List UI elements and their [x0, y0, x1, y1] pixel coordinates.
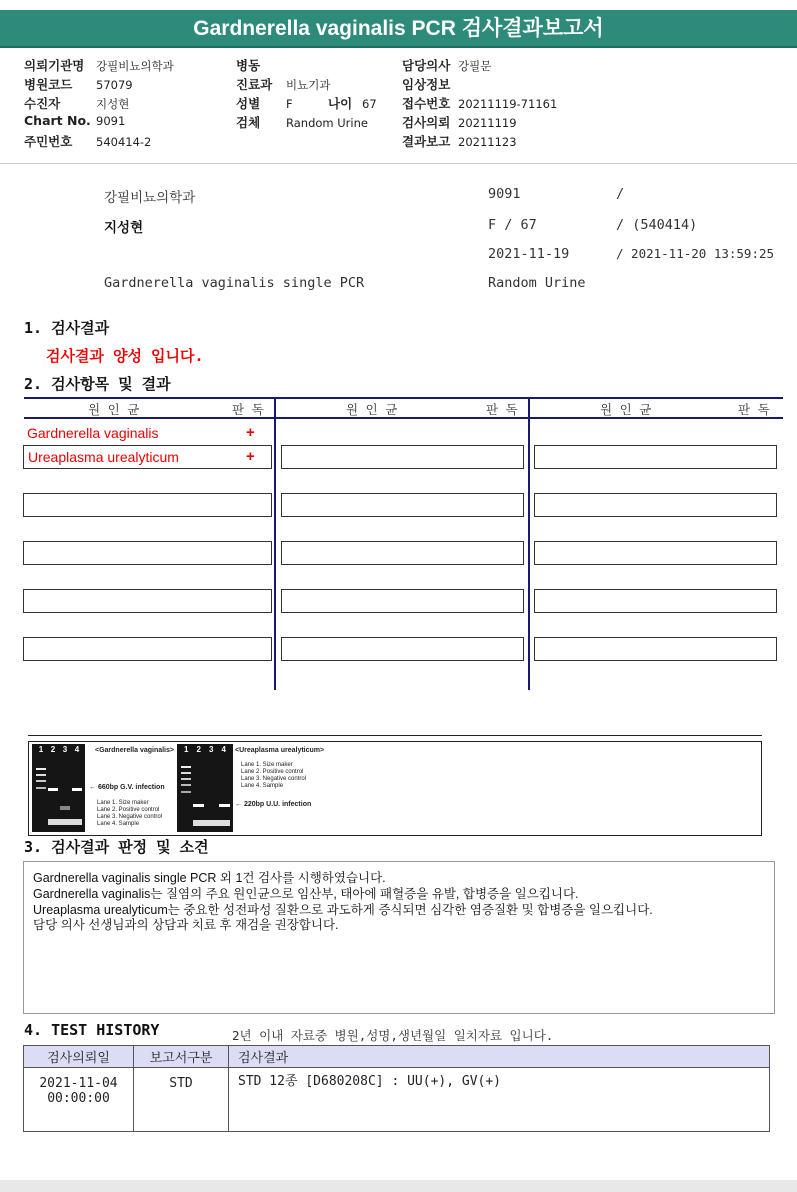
result-cell [281, 445, 524, 469]
gel-left-title: <Gardnerella vaginalis> [95, 747, 174, 754]
section1-heading: 1. 검사결과 [24, 319, 110, 337]
comment-line: Gardnerella vaginalis single PCR 외 1건 검사를 시행하였습니다. [33, 871, 386, 885]
header-key: 병동 [236, 58, 261, 73]
header-value: 20211119-71161 [458, 97, 558, 111]
ladder-band [181, 772, 191, 774]
comment-box [23, 861, 775, 1014]
result-summary: 검사결과 양성 입니다. [46, 347, 204, 365]
col-organism-2: 원 인 균 [346, 402, 398, 417]
ladder-band [36, 768, 46, 770]
header-divider [0, 163, 797, 164]
header-key: 성별 [236, 96, 261, 111]
result-cell [23, 637, 272, 661]
gel-right-legend [241, 762, 306, 790]
patient-slash: / [616, 186, 625, 202]
lane-legend-item: Lane 2. Positive control [241, 769, 304, 775]
lane-legend-item: Lane 1. Size maker [241, 762, 293, 768]
header-value: 57079 [96, 78, 133, 92]
section3-heading: 3. 검사결과 판정 및 소견 [24, 838, 209, 856]
organism-name: Ureaplasma urealyticum [28, 449, 179, 465]
result-cell [534, 589, 777, 613]
history-header-row [24, 1046, 770, 1068]
header-value: 540414-2 [96, 135, 152, 149]
header-value: 강필비뇨의학과 [96, 59, 174, 73]
organism-name: Gardnerella vaginalis [27, 425, 159, 441]
lane-legend-item: Lane 3. Negative control [97, 814, 163, 820]
gel-right-arrow-label: 220bp U.U. infection [243, 801, 312, 808]
header-key: 검체 [236, 115, 261, 130]
gel-left-arrow: ← 660bp G.V. infection [89, 784, 165, 791]
header-col3 [402, 56, 557, 151]
header-key: 수진자 [24, 96, 61, 111]
header-value: 강필문 [458, 59, 492, 73]
history-col-date: 검사의뢰일 [24, 1046, 134, 1068]
result-cell [534, 637, 777, 661]
report-title: Gardnerella vaginalis PCR 검사결과보고서 [0, 10, 797, 48]
patient-chart: 9091 [488, 186, 521, 202]
ladder-band [181, 778, 191, 780]
header-value: 20211123 [458, 135, 517, 149]
result-cell [281, 637, 524, 661]
header-key: 결과보고 [402, 134, 451, 149]
request-date: 2021-11-19 [488, 246, 570, 262]
comment-line: Gardnerella vaginalis는 질염의 주요 원인균으로 임산부, 태아에 패혈증을 유발, 합병증을 일으킵니다. [33, 887, 579, 901]
history-col-result: 검사결과 [229, 1046, 770, 1068]
lane-legend-item: Lane 3. Negative control [241, 776, 307, 782]
gel-right-arrow: ← 220bp U.U. infection [235, 801, 312, 808]
ladder-band [181, 784, 191, 786]
gel-right [177, 744, 233, 832]
history-time: 00:00:00 [47, 1091, 110, 1106]
primer-band [60, 806, 70, 810]
gel-electrophoresis-image [28, 741, 762, 836]
ladder-band [36, 787, 46, 789]
result-cell [534, 541, 777, 565]
age-key: 나이 [328, 96, 353, 111]
header-value: 20211119 [458, 116, 517, 130]
history-col-type: 보고서구분 [134, 1046, 229, 1068]
col-judgement-3: 판 독 [738, 402, 770, 417]
header-key: 접수번호 [402, 96, 451, 111]
header-key: 임상정보 [402, 77, 451, 92]
lane-number: 2 [50, 745, 56, 754]
patient-clinic: 강필비뇨의학과 [104, 190, 196, 206]
header-value: 9091 [96, 114, 126, 128]
header-key: 주민번호 [24, 134, 73, 149]
age-value: 67 [362, 97, 377, 111]
ladder-band [181, 766, 191, 768]
lane-legend-item: Lane 4. Sample [241, 783, 284, 789]
ladder-band [181, 791, 191, 793]
ladder-band [36, 780, 46, 782]
header-key: Chart No. [24, 113, 91, 128]
history-result: STD 12종 [D680208C] : UU(+), GV(+) [229, 1068, 770, 1132]
result-cell [281, 541, 524, 565]
history-type: STD [134, 1068, 229, 1132]
lane-number: 3 [209, 745, 214, 754]
gel-left [32, 744, 85, 832]
lane-number: 3 [62, 745, 68, 754]
header-key: 진료과 [236, 77, 273, 92]
header-col1 [24, 56, 174, 151]
test-name: Gardnerella vaginalis single PCR [104, 275, 365, 291]
column-divider [528, 397, 530, 690]
sample-band [72, 788, 82, 791]
organism-result: + [246, 448, 255, 465]
result-cell [534, 493, 777, 517]
primer-dimer [193, 820, 230, 826]
header-value: Random Urine [286, 116, 368, 130]
header-key: 병원코드 [24, 77, 73, 92]
history-table [23, 1045, 770, 1132]
footer-band [0, 1180, 797, 1192]
col-organism-3: 원 인 균 [600, 402, 652, 417]
column-divider [274, 397, 276, 690]
result-cell [281, 589, 524, 613]
lane-number: 4 [74, 745, 80, 754]
lane-legend-item: Lane 1. Size maker [97, 800, 149, 806]
header-value: F [286, 97, 293, 111]
col-judgement-2: 판 독 [486, 402, 518, 417]
lane-numbers [180, 745, 230, 754]
lane-legend-item: Lane 2. Positive control [97, 807, 160, 813]
result-cell [534, 445, 777, 469]
gel-left-legend [97, 800, 162, 828]
results-top-rule [24, 397, 783, 399]
header-key: 검사의뢰 [402, 115, 451, 130]
lane-number: 1 [184, 745, 189, 754]
comment-line: Ureaplasma urealyticum는 중요한 성전파성 질환으로 과도하게 증식되면 심각한 염증질환 및 합병증을 일으킵니다. [33, 903, 653, 917]
comment-line: 담당 의사 선생님과의 상담과 치료 후 재검을 권장합니다. [33, 918, 339, 932]
lane-numbers [35, 745, 83, 754]
lane-legend-item: Lane 4. Sample [97, 821, 140, 827]
gel-left-arrow-label: 660bp G.V. infection [97, 784, 165, 791]
gel-right-title: <Ureaplasma urealyticum> [235, 747, 325, 754]
col-judgement-1: 판 독 [232, 402, 264, 417]
col-organism-1: 원 인 균 [88, 402, 140, 417]
patient-name: 지성현 [104, 220, 144, 236]
result-cell [23, 493, 272, 517]
header-col2 [236, 56, 377, 132]
sample-band [219, 804, 230, 807]
lane-number: 2 [196, 745, 201, 754]
section4-heading: 4. TEST HISTORY [24, 1021, 160, 1039]
header-key: 의뢰기관명 [24, 58, 85, 73]
result-cell [281, 493, 524, 517]
header-key: 담당의사 [402, 58, 451, 73]
history-date: 2021-11-04 [39, 1076, 118, 1091]
primer-dimer [48, 819, 82, 825]
result-cell [23, 589, 272, 613]
patient-sex-age: F / 67 [488, 217, 537, 233]
gel-top-rule [28, 735, 762, 736]
header-value: 비뇨기과 [286, 78, 331, 92]
section2-heading: 2. 검사항목 및 결과 [24, 375, 171, 393]
table-row [24, 1068, 770, 1132]
positive-band [48, 788, 58, 791]
lane-number: 1 [38, 745, 44, 754]
result-cell [23, 541, 272, 565]
patient-dob: / (540414) [616, 217, 698, 233]
header-value: 지성현 [96, 97, 130, 111]
specimen: Random Urine [488, 275, 586, 291]
ladder-band [36, 774, 46, 776]
lane-number: 4 [221, 745, 226, 754]
history-note: 2년 이내 자료중 병원,성명,생년월일 일치자료 입니다. [232, 1028, 554, 1043]
report-datetime: / 2021-11-20 13:59:25 [616, 246, 775, 261]
positive-band [193, 804, 204, 807]
organism-result: + [246, 424, 255, 441]
history-date-cell [24, 1068, 134, 1132]
